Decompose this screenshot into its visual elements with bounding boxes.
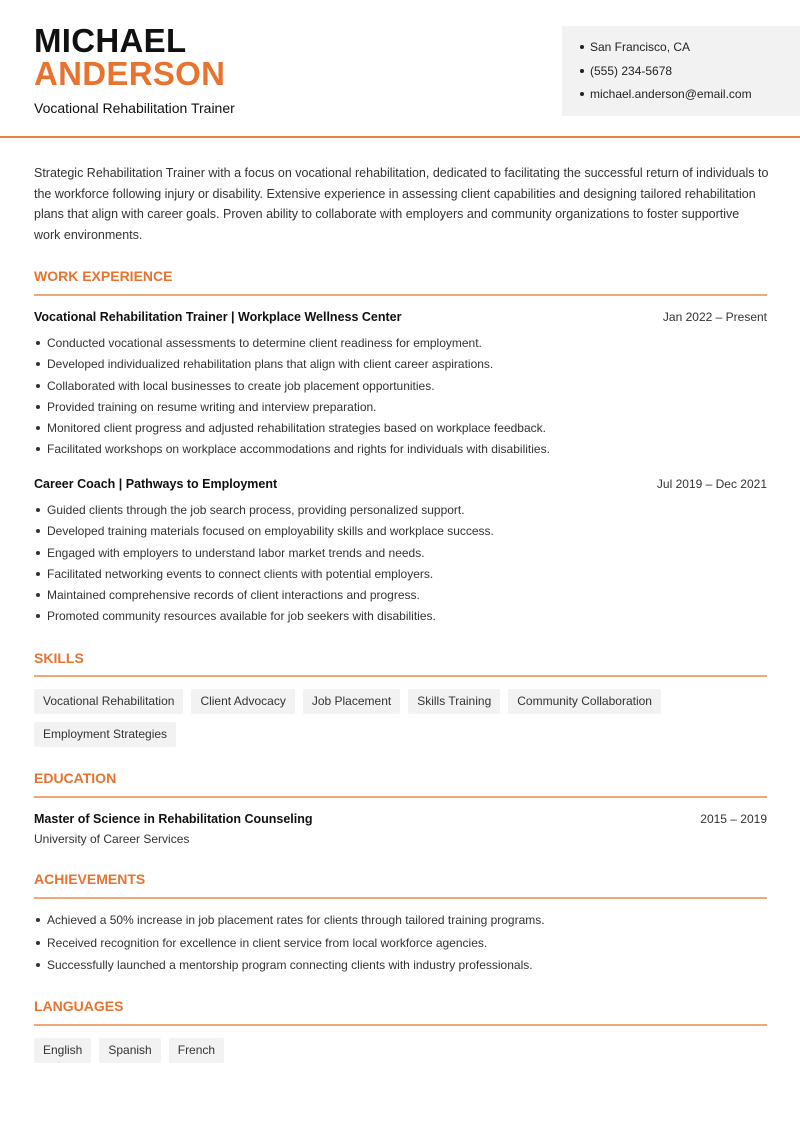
- bullet-text: Received recognition for excellence in client service from local workforce agencies.: [47, 935, 488, 950]
- achievement-bullets: [34, 911, 767, 979]
- section-divider: [34, 675, 767, 677]
- education-header: [34, 810, 767, 828]
- bullet-text: Developed training materials focused on employability skills and workplace success.: [47, 524, 494, 539]
- bullet-text: Monitored client progress and adjusted rehabilitation strategies based on workplace feedback.: [47, 421, 546, 436]
- list-item: [34, 911, 767, 934]
- bullet-icon: [36, 963, 40, 967]
- skill-tag: Community Collaboration: [508, 689, 661, 714]
- resume-header: [0, 0, 800, 138]
- section-title-education: EDUCATION: [34, 770, 117, 786]
- contact-location-text: San Francisco, CA: [590, 40, 691, 54]
- bullet-icon: [580, 69, 584, 73]
- skill-tag: Job Placement: [303, 689, 400, 714]
- bullet-icon: [36, 508, 40, 512]
- bullet-icon: [36, 918, 40, 922]
- section-divider: [34, 1024, 767, 1026]
- skills-tags: [34, 689, 767, 747]
- bullet-icon: [36, 362, 40, 366]
- contact-location: [580, 38, 752, 62]
- contact-list: [580, 38, 752, 109]
- bullet-text: Facilitated networking events to connect clients with potential employers.: [47, 566, 434, 581]
- list-item: [34, 522, 767, 543]
- list-item: [34, 377, 767, 398]
- bullet-icon: [36, 593, 40, 597]
- job-title: Vocational Rehabilitation Trainer: [34, 100, 235, 116]
- job-bullets: [34, 501, 767, 629]
- bullet-text: Achieved a 50% increase in job placement rates for clients through tailored training programs.: [47, 913, 545, 927]
- section-title-skills: SKILLS: [34, 650, 84, 666]
- school-name: University of Career Services: [34, 832, 190, 846]
- skill-tag: Skills Training: [408, 689, 500, 714]
- bullet-text: Conducted vocational assessments to determine client readiness for employment.: [47, 336, 482, 350]
- bullet-icon: [36, 529, 40, 533]
- contact-email: [580, 85, 752, 109]
- list-item: [34, 934, 767, 957]
- skill-tag: Client Advocacy: [191, 689, 294, 714]
- list-item: [34, 586, 767, 607]
- bullet-icon: [580, 45, 584, 49]
- section-divider: [34, 796, 767, 798]
- bullet-text: Provided training on resume writing and interview preparation.: [47, 399, 377, 414]
- list-item: [34, 544, 767, 565]
- contact-phone: [580, 62, 752, 86]
- skill-tag: Employment Strategies: [34, 722, 176, 747]
- language-tags: [34, 1038, 767, 1063]
- list-item: [34, 607, 767, 628]
- bullet-text: Maintained comprehensive records of client interactions and progress.: [47, 588, 420, 603]
- list-item: [34, 956, 767, 979]
- language-tag: Spanish: [99, 1038, 160, 1063]
- list-item: [34, 355, 767, 376]
- bullet-text: Guided clients through the job search process, providing personalized support.: [47, 503, 465, 517]
- bullet-icon: [36, 384, 40, 388]
- bullet-icon: [36, 447, 40, 451]
- bullet-icon: [36, 551, 40, 555]
- bullet-icon: [580, 92, 584, 96]
- job-header: [34, 308, 767, 326]
- language-tag: French: [169, 1038, 224, 1063]
- skill-tag: Vocational Rehabilitation: [34, 689, 183, 714]
- job-dates: Jul 2019 – Dec 2021: [656, 477, 767, 491]
- last-name: ANDERSON: [34, 55, 226, 92]
- bullet-icon: [36, 614, 40, 618]
- bullet-text: Promoted community resources available for job seekers with disabilities.: [47, 609, 436, 624]
- bullet-text: Developed individualized rehabilitation plans that align with client career aspirations.: [47, 357, 494, 372]
- section-divider: [34, 294, 767, 296]
- language-tag: English: [34, 1038, 91, 1063]
- list-item: [34, 334, 767, 355]
- bullet-text: Facilitated workshops on workplace accommodations and rights for individuals with disabilities.: [47, 442, 550, 457]
- bullet-icon: [36, 341, 40, 345]
- list-item: [34, 419, 767, 440]
- contact-phone-text: (555) 234-5678: [590, 63, 673, 78]
- bullet-text: Collaborated with local businesses to create job placement opportunities.: [47, 378, 435, 393]
- section-title-achievements: ACHIEVEMENTS: [34, 871, 146, 887]
- contact-box: [562, 26, 800, 116]
- section-divider: [34, 897, 767, 899]
- section-title-languages: LANGUAGES: [34, 998, 124, 1014]
- contact-email-text: michael.anderson@email.com: [590, 87, 752, 101]
- job-role: Vocational Rehabilitation Trainer | Workplace Wellness Center: [34, 310, 402, 324]
- job-bullets: [34, 334, 767, 462]
- degree: Master of Science in Rehabilitation Counseling: [34, 812, 313, 826]
- bullet-icon: [36, 572, 40, 576]
- professional-summary: Strategic Rehabilitation Trainer with a focus on vocational rehabilitation, dedicated to facilitating the successful return of individuals to the workforce following injury or disability. Extensive experience in assessing client capabilities and designing tailored rehabilitation plans that align with career goals. Proven ability to collaborate with employers and community organizations to foster supportive work environments.: [34, 166, 769, 243]
- bullet-icon: [36, 941, 40, 945]
- bullet-icon: [36, 426, 40, 430]
- bullet-icon: [36, 405, 40, 409]
- job-dates: Jan 2022 – Present: [662, 310, 767, 324]
- first-name: MICHAEL: [34, 22, 187, 59]
- list-item: [34, 501, 767, 522]
- list-item: [34, 565, 767, 586]
- bullet-text: Successfully launched a mentorship program connecting clients with industry professionals.: [47, 958, 533, 972]
- education-dates: 2015 – 2019: [700, 812, 767, 826]
- job-role: Career Coach | Pathways to Employment: [34, 477, 278, 491]
- section-title-work: WORK EXPERIENCE: [34, 268, 173, 284]
- list-item: [34, 440, 767, 461]
- list-item: [34, 398, 767, 419]
- bullet-text: Engaged with employers to understand labor market trends and needs.: [47, 545, 425, 560]
- job-header: [34, 475, 767, 493]
